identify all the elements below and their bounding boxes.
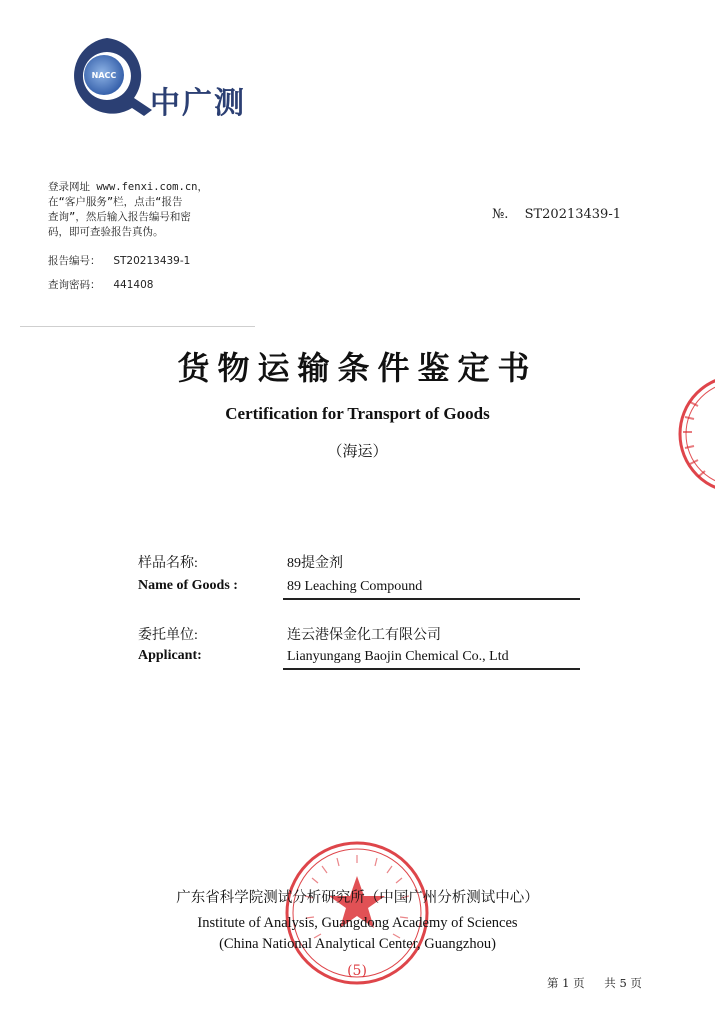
info-report-value: ST20213439-1 — [113, 255, 191, 267]
logo-badge-text: NACC — [91, 71, 117, 80]
nacc-logo — [52, 30, 162, 125]
applicant-value-cn: 连云港保金化工有限公司 — [287, 628, 441, 643]
page-indicator — [547, 975, 646, 991]
institute-center-en: (China National Analytical Center, Guangzhou) — [219, 936, 496, 952]
verification-instructions: 登录网址 www.fenxi.com.cn， 在“客户服务”栏，点击“报告 查询”，然后输入报告编号和密 码，即可查验报告真伪。 — [48, 181, 208, 238]
applicant-value-en: Lianyungang Baojin Chemical Co., Ltd — [287, 649, 509, 664]
title-chinese: 货物运输条件鉴定书 — [177, 349, 538, 387]
seal-number: (5) — [347, 963, 367, 979]
official-seal — [282, 838, 432, 988]
goods-value-en: 89 Leaching Compound — [287, 579, 423, 594]
info-password-label: 查询密码： — [48, 279, 101, 291]
applicant-label-en: Applicant: — [138, 648, 202, 663]
info-password — [48, 277, 153, 292]
goods-value-cn: 89提金剂 — [287, 556, 343, 571]
institute-name-en: Institute of Analysis, Guangdong Academy of Sciences — [197, 915, 518, 931]
info-report-label: 报告编号： — [48, 255, 101, 267]
page-total: 共 5 页 — [604, 976, 642, 990]
applicant-underline — [283, 668, 580, 670]
subtitle-sea-transport: （海运） — [327, 442, 388, 460]
page-current: 第 1 页 — [547, 976, 585, 990]
side-seal — [676, 372, 715, 497]
goods-label-en: Name of Goods : — [138, 578, 238, 593]
applicant-label-cn: 委托单位: — [138, 628, 198, 643]
report-number-symbol: №. — [492, 207, 509, 222]
title-english: Certification for Transport of Goods — [225, 404, 490, 423]
report-number — [492, 207, 621, 222]
report-number-value: ST20213439-1 — [524, 207, 621, 222]
logo-name: 中广测 — [150, 86, 246, 121]
goods-underline — [283, 598, 580, 600]
info-password-value: 441408 — [113, 279, 154, 291]
institute-name-cn: 广东省科学院测试分析研究所（中国广州分析测试中心） — [176, 890, 539, 906]
goods-label-cn: 样品名称: — [138, 556, 198, 571]
info-divider — [20, 326, 255, 327]
info-report-number — [48, 253, 190, 268]
